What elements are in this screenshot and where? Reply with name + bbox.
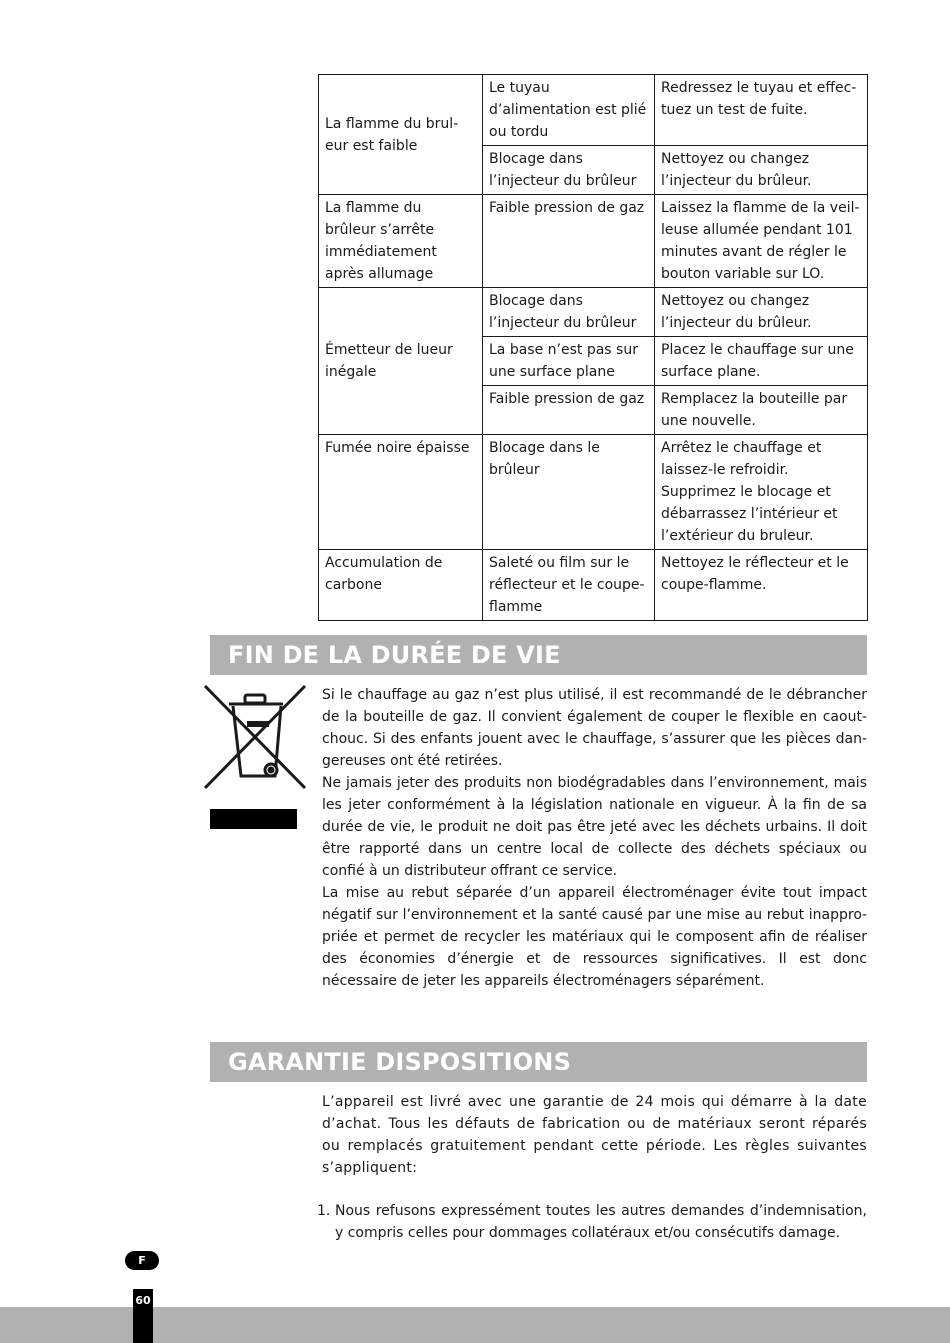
problem-cell: La flamme du bruleur est faible: [319, 75, 483, 195]
end-of-life-heading: FIN DE LA DURÉE DE VIE: [210, 635, 867, 675]
warranty-heading: GARANTIE DISPOSITIONS: [210, 1042, 867, 1082]
table-row: [319, 75, 868, 146]
solution-cell: Redressez le tuyau et effectuez un test de fuite.: [655, 75, 868, 146]
list-text: Nous refusons expressément toutes les autres demandes d’indemnisation, y compris celles pour dommages collatéraux et/ou consécutifs damage.: [335, 1203, 867, 1241]
weee-bar: [210, 809, 297, 829]
problem-cell: Fumée noire épaisse: [319, 435, 483, 550]
list-item: [317, 1200, 867, 1244]
warranty-intro: L’appareil est livré avec une garantie de 24 mois qui démarre à la date d’achat. Tous les défauts de fabrication ou de matériaux seront réparés ou remplacés gratuitement pendant cette période. Les règles suivantes s’appliquent:: [322, 1094, 867, 1176]
end-of-life-text: [322, 684, 867, 992]
paragraph: La mise au rebut séparée d’un appareil électroménager évite tout impact négatif sur l’environnement et la santé causé par une mise au rebut inappropriée et permet de recycler les matériaux qui le composent afin de réaliser des économies d’énergie et de ressources significatives. Il est donc nécessaire de jeter les appareils électroménagers séparément.: [322, 885, 867, 989]
solution-cell: Nettoyez le réflecteur et le coupe-flamme.: [655, 550, 868, 621]
table-row: [319, 550, 868, 621]
cause-cell: Blocage dans l’injecteur du brûleur: [483, 146, 655, 195]
solution-cell: Arrêtez le chauffage et laissez-le refroidir. Supprimez le blocage et débarrassez l’intérieur et l’extérieur du bruleur.: [655, 435, 868, 550]
solution-cell: Remplacez la bouteille par une nouvelle.: [655, 386, 868, 435]
language-badge: F: [125, 1251, 159, 1270]
cause-cell: Faible pression de gaz: [483, 386, 655, 435]
solution-cell: Laissez la flamme de la veilleuse allumée pendant 101 minutes avant de régler le bouton variable sur LO.: [655, 195, 868, 288]
cause-cell: Faible pression de gaz: [483, 195, 655, 288]
table-row: [319, 195, 868, 288]
cause-cell: La base n’est pas sur une surface plane: [483, 337, 655, 386]
problem-cell: Accumulation de carbone: [319, 550, 483, 621]
problem-cell: Émetteur de lueur inégale: [319, 288, 483, 435]
troubleshooting-table: [318, 74, 868, 621]
table-row: [319, 435, 868, 550]
paragraph: Ne jamais jeter des produits non biodégradables dans l’environnement, mais les jeter conformément à la législation nationale en vigueur. À la fin de sa durée de vie, le produit ne doit pas être jeté avec les déchets urbains. Il doit être rapporté dans un centre local de collecte des déchets spéciaux ou confié à un distributeur offrant ce service.: [322, 775, 867, 879]
cause-cell: Blocage dans l’injecteur du brûleur: [483, 288, 655, 337]
cause-cell: Saleté ou film sur le réflecteur et le coupe-flamme: [483, 550, 655, 621]
cause-cell: Le tuyau d’alimentation est plié ou tordu: [483, 75, 655, 146]
page-number: 60: [133, 1289, 153, 1343]
cause-cell: Blocage dans le brûleur: [483, 435, 655, 550]
solution-cell: Placez le chauffage sur une surface plane.: [655, 337, 868, 386]
solution-cell: Nettoyez ou changez l’injecteur du brûleur.: [655, 288, 868, 337]
problem-cell: La flamme du brûleur s’arrête immédiatement après allumage: [319, 195, 483, 288]
table-row: [319, 288, 868, 337]
crossed-out-wheelie-bin-icon: [203, 684, 307, 790]
list-number: 1.: [317, 1203, 331, 1219]
paragraph: Si le chauffage au gaz n’est plus utilisé, il est recommandé de le débrancher de la bouteille de gaz. Il convient également de couper le flexible en caoutchouc. Si des enfants jouent avec le chauffage, s’assurer que les pièces dangereuses ont été retirées.: [322, 687, 867, 769]
solution-cell: Nettoyez ou changez l’injecteur du brûleur.: [655, 146, 868, 195]
warranty-list: [317, 1200, 867, 1244]
